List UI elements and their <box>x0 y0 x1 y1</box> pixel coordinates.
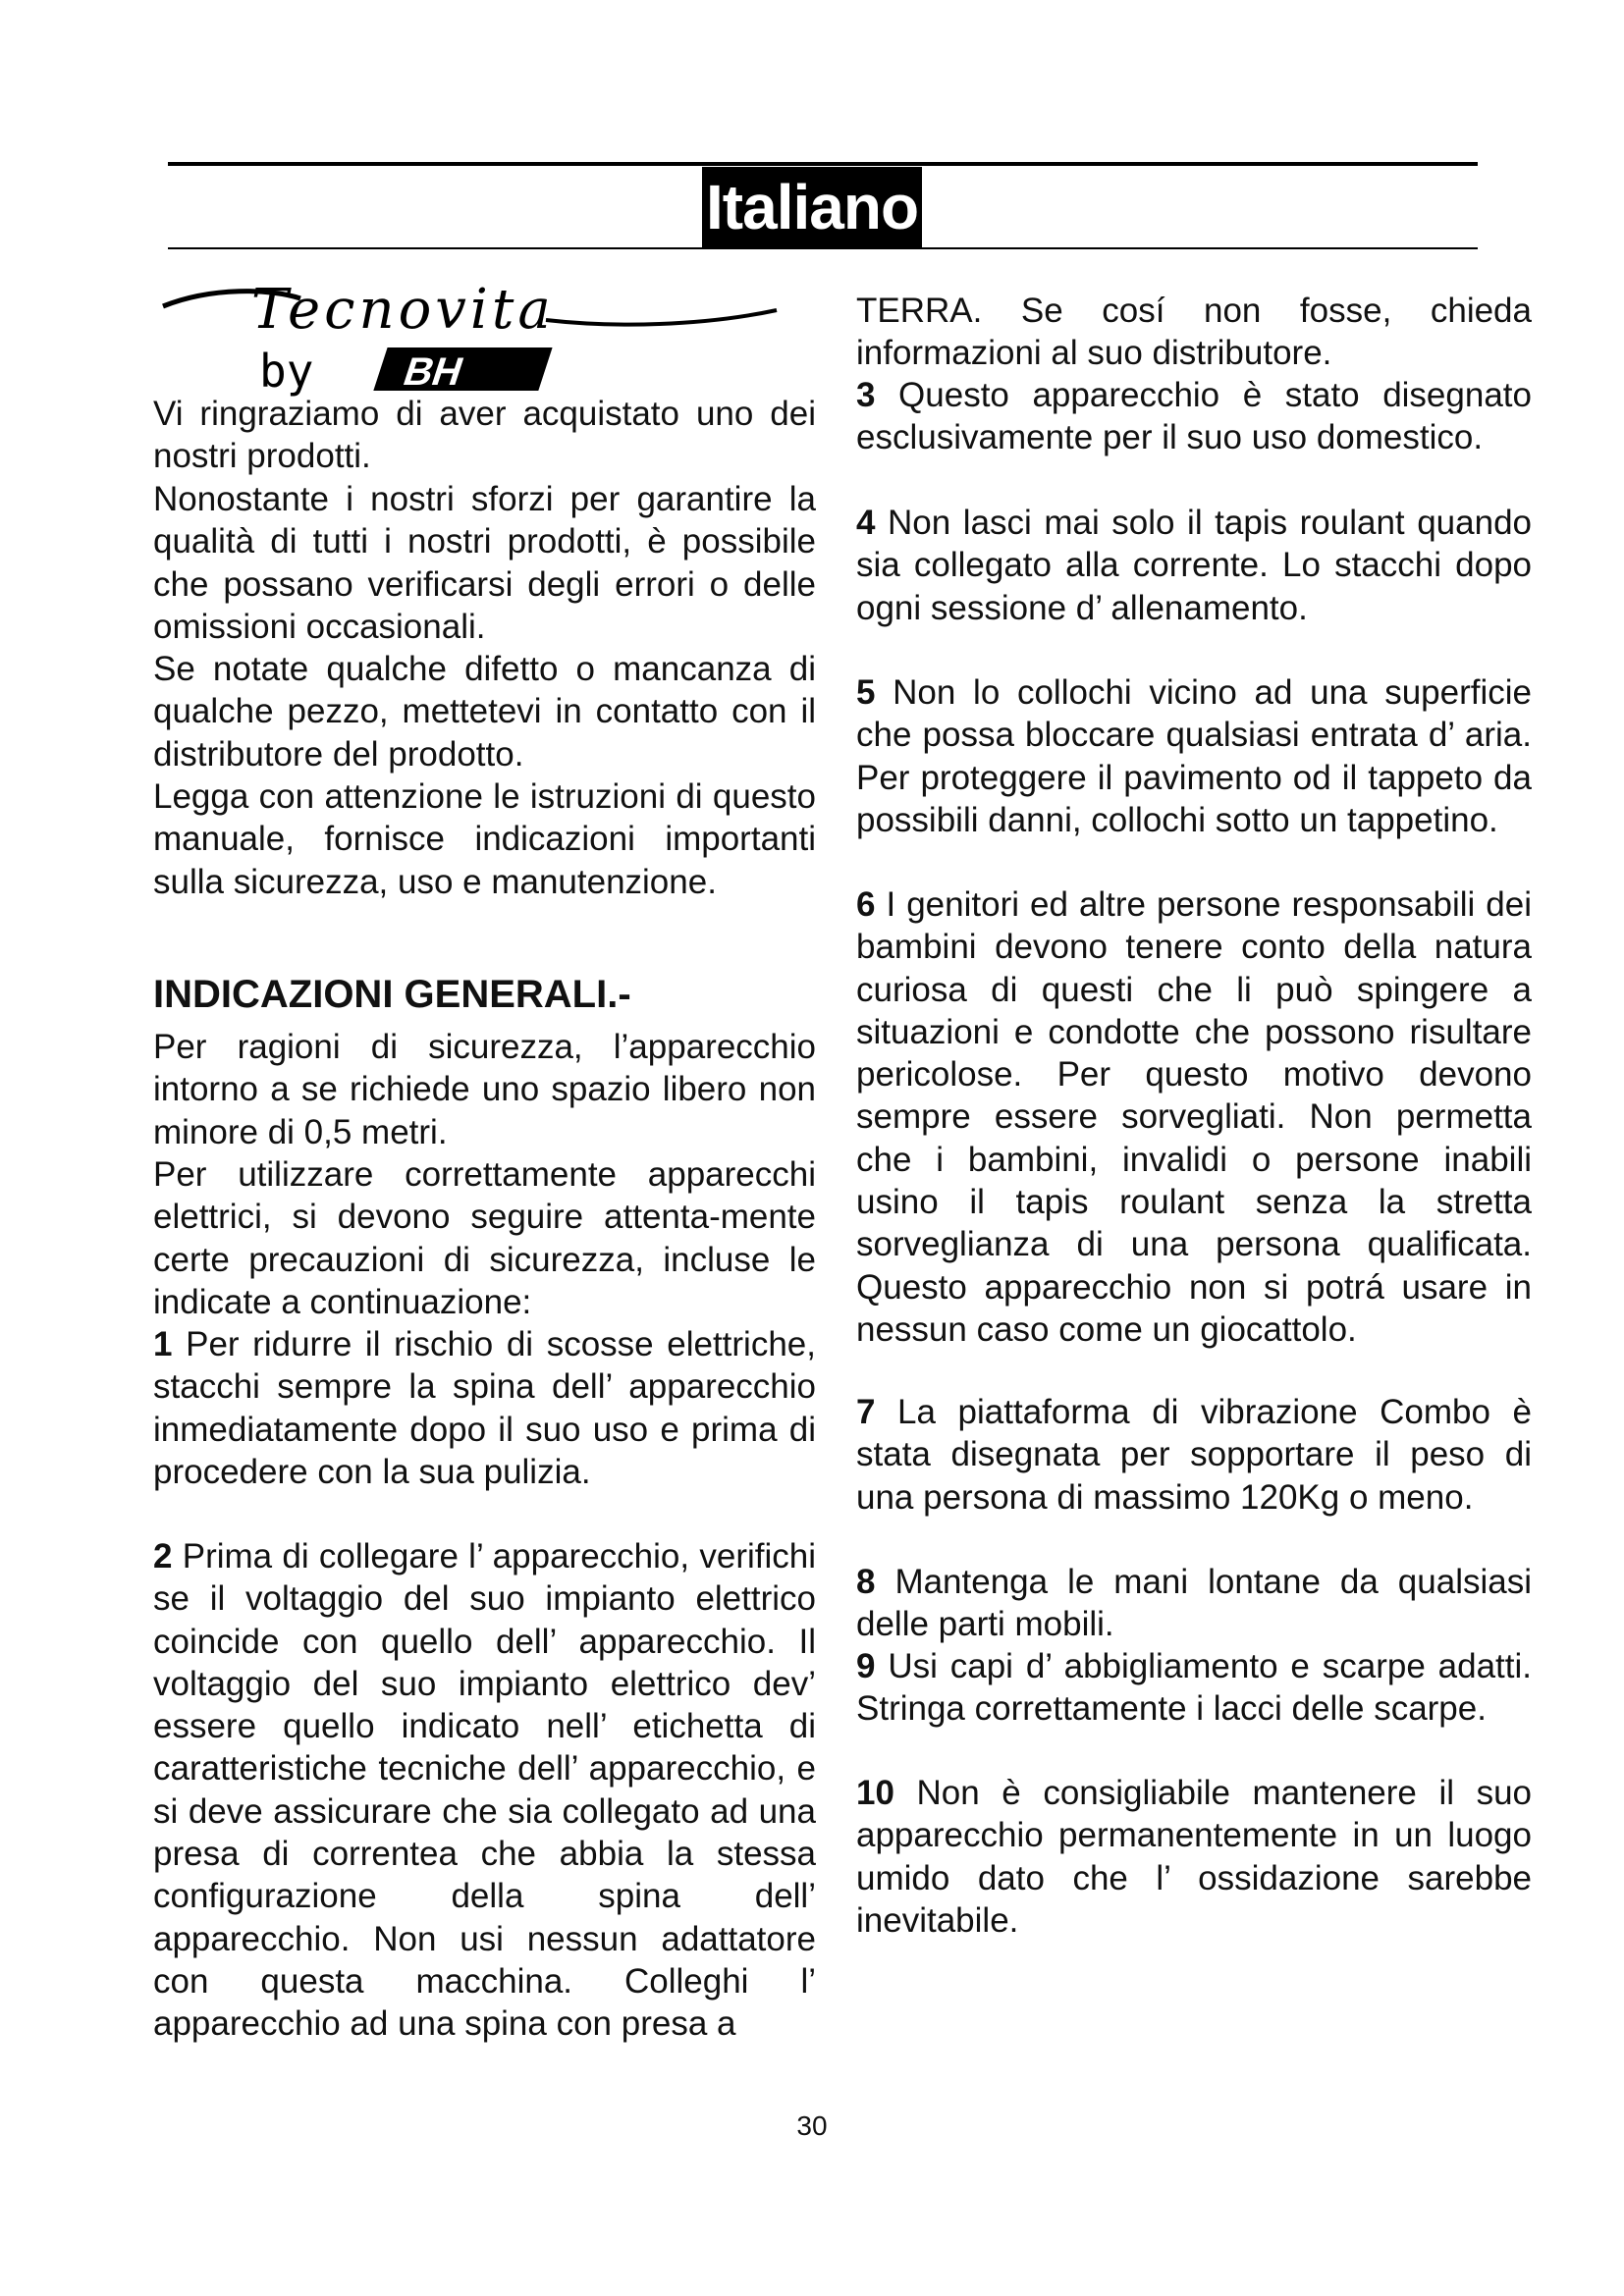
list-item-number: 4 <box>856 504 876 542</box>
list-item-text: TERRA. Se cosí non fosse, chieda informazioni al suo distributore. <box>856 292 1532 373</box>
list-item-number: 3 <box>856 376 876 414</box>
list-item-number: 5 <box>856 673 876 712</box>
brand-logo <box>153 277 782 399</box>
list-item <box>856 883 1532 1351</box>
list-item-text: Non lo collochi vicino ad una superficie che possa bloccare qualsiasi entrata d’ aria. Per proteggere il pavimento od il tappeto da possibili danni, collochi sotto un tappetino. <box>856 673 1532 839</box>
intro-paragraph: Se notate qualche difetto o mancanza di qualche pezzo, mettetevi in contatto con il distributore del prodotto. <box>153 650 816 774</box>
list-item-number: 8 <box>856 1563 876 1601</box>
logo-script-text: Tecnovita <box>251 278 555 342</box>
list-item-text: Non lasci mai solo il tapis roulant quando sia collegato alla corrente. Lo stacchi dopo ogni sessione d’ allenamento. <box>856 504 1533 627</box>
list-item <box>856 1772 1532 1942</box>
list-item-text: Prima di collegare l’ apparecchio, verifichi se il voltaggio del suo impianto elettrico coincide con quello dell’ apparecchio. Il voltaggio del suo impianto elettrico dev’ essere quello indicato nell’ etichetta di caratteristiche tecniche dell’ apparecchio, e si deve assicurare che sia collegato ad una presa di correntea che abbia la stessa configurazione della spina dell’ apparecchio. Non usi nessun adattatore con questa macchina. Colleghi l’ apparecchio ad una spina con presa a <box>153 1537 816 2044</box>
list-item-number: 6 <box>856 885 876 924</box>
list-item-number: 7 <box>856 1393 876 1431</box>
list-item-text: I genitori ed altre persone responsabili dei bambini devono tenere conto della natura curiosa di questi che li può spingere a situazioni e condotte che possono risultare pericolose. Per questo motivo devono sempre essere sorvegliati. Non permetta che i bambini, invalidi o persone inabili usino il tapis roulant senza la stretta sorveglianza di una persona qualificata. Questo apparecchio non si potrá usare in nessun caso come un giocattolo. <box>856 885 1532 1349</box>
general-paragraph: Per utilizzare correttamente apparecchi elettrici, si devono seguire attenta-mente certe precauzioni di sicurezza, incluse le indicate a continuazione: <box>153 1155 816 1321</box>
list-item-continuation <box>856 290 1532 375</box>
section-heading: INDICAZIONI GENERALI.- <box>153 973 631 1016</box>
intro-paragraph: Legga con attenzione le istruzioni di questo manuale, fornisce indicazioni importanti sulla sicurezza, uso e manutenzione. <box>153 777 816 901</box>
list-item <box>856 502 1532 629</box>
header-rule-bottom <box>168 247 1478 249</box>
list-item-number: 1 <box>153 1325 173 1363</box>
list-item <box>153 1323 816 1493</box>
intro-paragraph: Nonostante i nostri sforzi per garantire la qualità di tutti i nostri prodotti, è possibile che possano verificarsi degli errori o delle omissioni occasionali. <box>153 480 816 646</box>
list-item-text: Questo apparecchio è stato disegnato esclusivamente per il suo uso domestico. <box>856 376 1532 457</box>
language-label: Italiano <box>702 167 922 247</box>
list-item-text: Mantenga le mani lontane da qualsiasi delle parti mobili. <box>856 1563 1532 1644</box>
bh-mark-icon <box>372 347 552 394</box>
list-item-number: 9 <box>856 1647 876 1685</box>
list-item <box>856 1645 1532 1731</box>
list-item <box>856 1391 1532 1519</box>
list-item-number: 10 <box>856 1774 894 1812</box>
list-item-text: La piattaforma di vibrazione Combo è stata disegnata per sopportare il peso di una persona di massimo 120Kg o meno. <box>856 1393 1532 1517</box>
list-item <box>856 671 1532 841</box>
intro-paragraph: Vi ringraziamo di aver acquistato uno dei nostri prodotti. <box>153 395 816 476</box>
list-item-number: 2 <box>153 1537 173 1575</box>
general-paragraph: Per ragioni di sicurezza, l’apparecchio intorno a se richiede uno spazio libero non minore di 0,5 metri. <box>153 1028 816 1151</box>
logo-bh-text: BH <box>398 348 469 394</box>
list-item <box>153 1535 816 2046</box>
list-item-text: Non è consigliabile mantenere il suo apparecchio permanentemente in un luogo umido dato che l’ ossidazione sarebbe inevitabile. <box>856 1774 1532 1940</box>
list-item-text: Per ridurre il rischio di scosse elettriche, stacchi sempre la spina dell’ apparecchio inmediatamente dopo il suo uso e prima di procedere con la sua pulizia. <box>153 1325 816 1491</box>
list-item <box>856 1561 1532 1646</box>
header-rule-top <box>168 162 1478 166</box>
list-item-text: Usi capi d’ abbigliamento e scarpe adatti. Stringa correttamente i lacci delle scarpe. <box>856 1647 1532 1729</box>
list-item <box>856 374 1532 459</box>
logo-by-text: by <box>259 345 314 398</box>
page-number: 30 <box>796 2110 828 2141</box>
logo-script-tail <box>546 310 777 325</box>
